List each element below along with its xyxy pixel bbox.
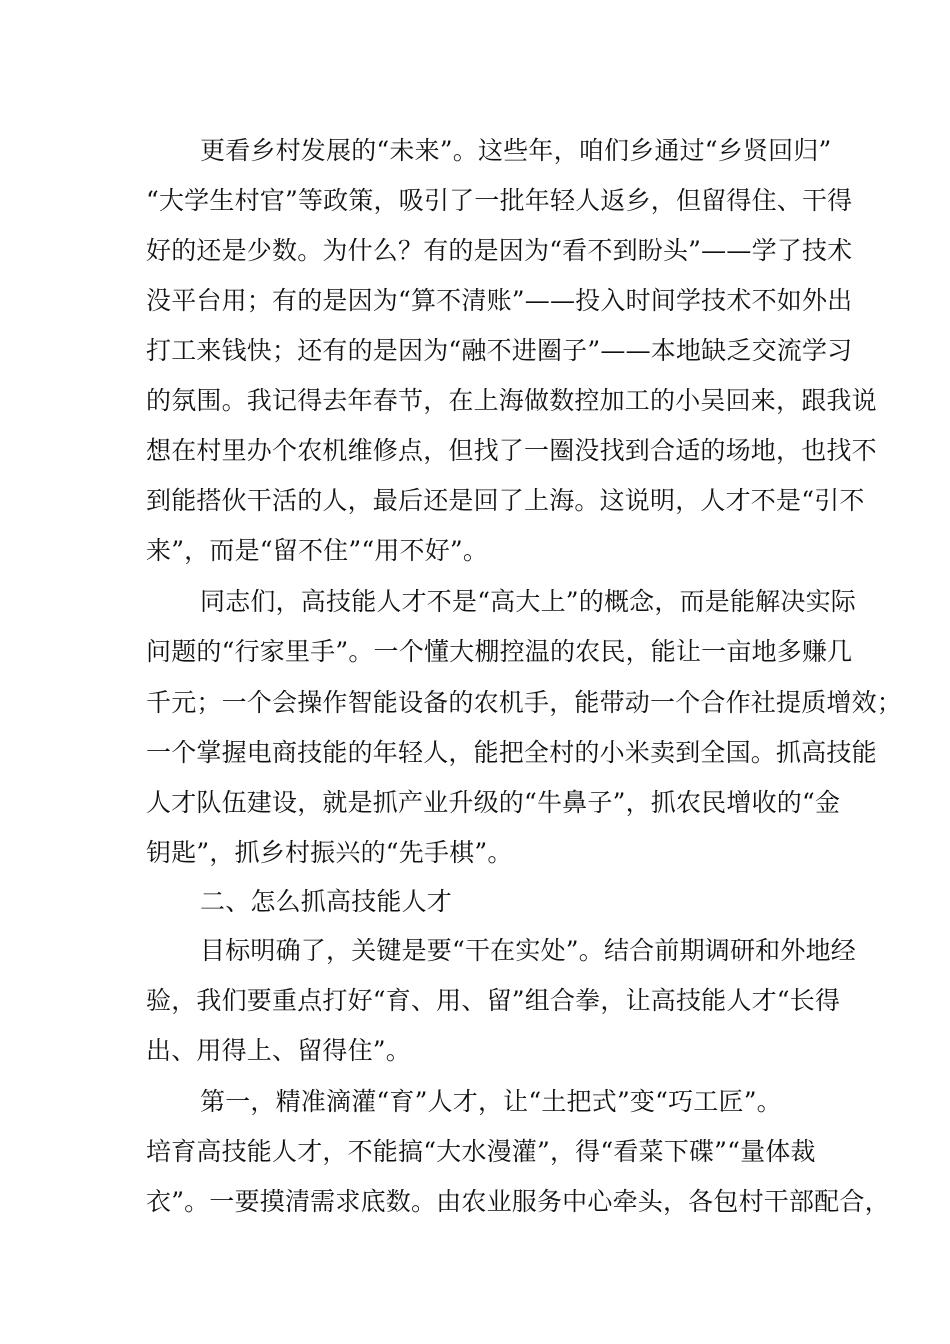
paragraph-line: 千元；一个会操作智能设备的农机手，能带动一个合作社提质增效； bbox=[146, 688, 903, 717]
paragraph-line: 出、用得上、留得住”。 bbox=[146, 1036, 411, 1065]
paragraph-line: 第一，精准滴灌“育”人才，让“土把式”变“巧工匠”。 bbox=[200, 1087, 782, 1116]
paragraph-line: 培育高技能人才，不能搞“大水漫灌”，得“看菜下碟”“量体裁 bbox=[146, 1137, 816, 1166]
paragraph-line: 好的还是少数。为什么？有的是因为“看不到盼头”——学了技术 bbox=[146, 236, 853, 265]
paragraph-line: 想在村里办个农机维修点，但找了一圈没找到合适的场地，也找不 bbox=[146, 436, 877, 465]
paragraph-line: 目标明确了，关键是要“干在实处”。结合前期调研和外地经 bbox=[200, 936, 856, 965]
paragraph-line: 来”，而是“留不住”“用不好”。 bbox=[146, 536, 489, 565]
paragraph-line: 的氛围。我记得去年春节，在上海做数控加工的小吴回来，跟我说 bbox=[146, 386, 877, 415]
paragraph-line: “大学生村官”等政策，吸引了一批年轻人返乡，但留得住、干得 bbox=[146, 186, 853, 215]
paragraph-line: 到能搭伙干活的人，最后还是回了上海。这说明，人才不是“引不 bbox=[146, 486, 865, 515]
paragraph-line: 验，我们要重点打好“育、用、留”组合拳，让高技能人才“长得 bbox=[146, 986, 841, 1015]
paragraph-line: 打工来钱快；还有的是因为“融不进圈子”——本地缺乏交流学习 bbox=[146, 336, 853, 365]
paragraph-line: 问题的“行家里手”。一个懂大棚控温的农民，能让一亩地多赚几 bbox=[146, 637, 853, 666]
paragraph-line: 钥匙”，抓乡村振兴的“先手棋”。 bbox=[146, 838, 513, 867]
paragraph-line: 更看乡村发展的“未来”。这些年，咱们乡通过“乡贤回归” bbox=[200, 136, 832, 165]
paragraph-line: 一个掌握电商技能的年轻人，能把全村的小米卖到全国。抓高技能 bbox=[146, 738, 877, 767]
paragraph-line: 同志们，高技能人才不是“高大上”的概念，而是能解决实际 bbox=[200, 587, 856, 616]
paragraph-line: 人才队伍建设，就是抓产业升级的“牛鼻子”，抓农民增收的“金 bbox=[146, 788, 841, 817]
paragraph-line: 衣”。一要摸清需求底数。由农业服务中心牵头，各包村干部配合， bbox=[146, 1187, 890, 1216]
section-heading: 二、怎么抓高技能人才 bbox=[200, 887, 453, 916]
paragraph-line: 没平台用；有的是因为“算不清账”——投入时间学技术不如外出 bbox=[146, 286, 853, 315]
